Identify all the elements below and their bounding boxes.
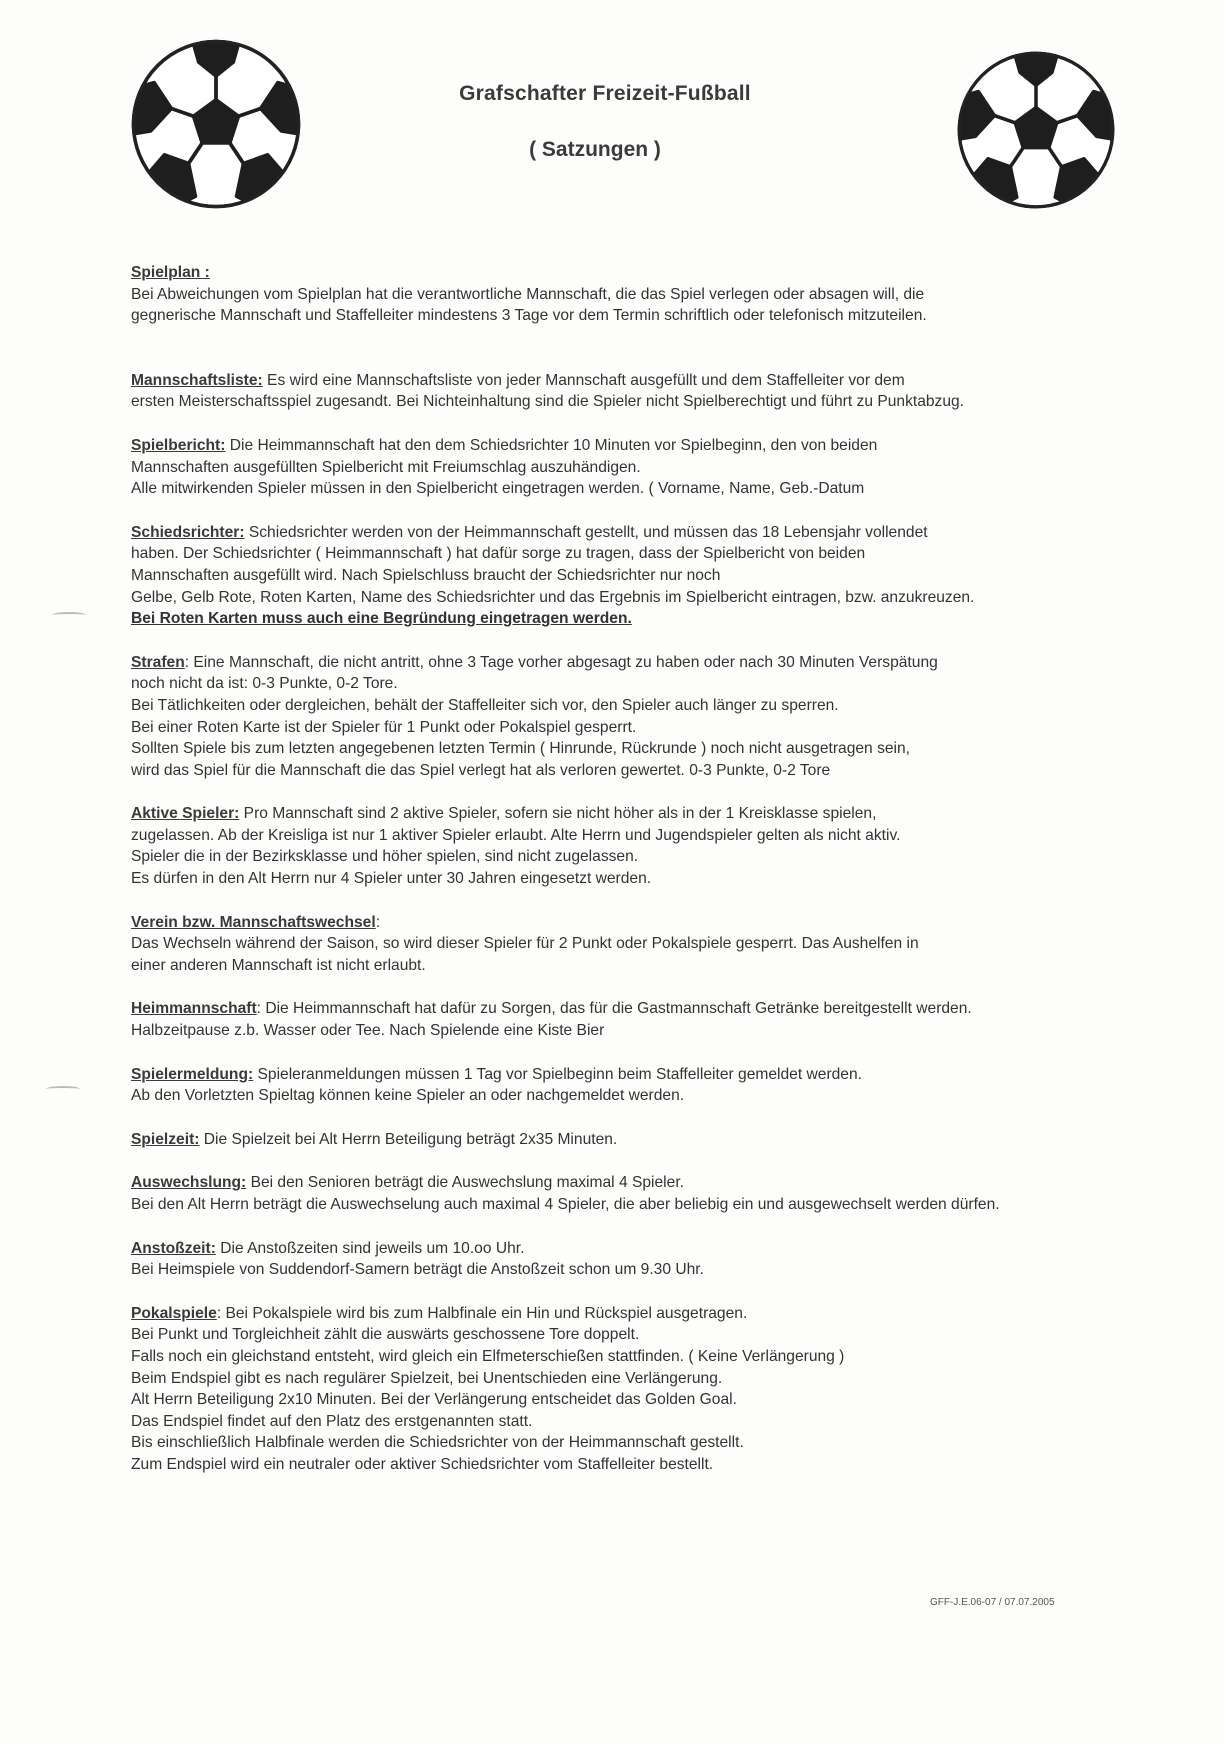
text-line: Bei den Senioren beträgt die Auswechslung maximal 4 Spieler. bbox=[246, 1174, 684, 1192]
section-heading: Mannschaftsliste: bbox=[131, 371, 263, 389]
text-line: Bei einer Roten Karte ist der Spieler für 1 Punkt oder Pokalspiel gesperrt. bbox=[131, 718, 637, 736]
text-line: einer anderen Mannschaft ist nicht erlaubt. bbox=[131, 956, 426, 974]
soccer-ball-icon bbox=[130, 38, 302, 210]
section-pokalspiele bbox=[131, 1303, 1181, 1476]
section-spielzeit bbox=[131, 1129, 1181, 1151]
text-line: Alt Herrn Beteiligung 2x10 Minuten. Bei der Verlängerung entscheidet das Golden Goal. bbox=[131, 1391, 737, 1409]
section-auswechslung bbox=[131, 1172, 1181, 1215]
scan-artifact bbox=[46, 1086, 80, 1092]
text-line: Beim Endspiel gibt es nach regulärer Spielzeit, bei Unentschieden eine Verlängerung. bbox=[131, 1369, 723, 1387]
section-heading: Spielbericht: bbox=[131, 436, 226, 454]
section-spielplan bbox=[131, 262, 1181, 327]
text-line: noch nicht da ist: 0-3 Punkte, 0-2 Tore. bbox=[131, 675, 398, 693]
document-body bbox=[131, 262, 1181, 1476]
section-vereinswechsel bbox=[131, 912, 1181, 977]
document-subtitle: ( Satzungen ) bbox=[529, 138, 661, 161]
text-line: Alle mitwirkenden Spieler müssen in den Spielbericht eingetragen werden. ( Vorname, Name, Geb.-Datum bbox=[131, 480, 865, 498]
section-aktive-spieler bbox=[131, 803, 1181, 889]
text-line: Bei Punkt und Torgleichheit zählt die auswärts geschossene Tore doppelt. bbox=[131, 1326, 640, 1344]
text-line: Bei Abweichungen vom Spielplan hat die verantwortliche Mannschaft, die das Spiel verlegen oder absagen will, die bbox=[131, 285, 925, 303]
text-line: Das Wechseln während der Saison, so wird dieser Spieler für 2 Punkt oder Pokalspiele gesperrt. Das Aushelfen in bbox=[131, 935, 919, 953]
text-line: : Die Heimmannschaft hat dafür zu Sorgen, das für die Gastmannschaft Getränke bereitgestellt werden. bbox=[256, 1000, 972, 1018]
document-title: Grafschafter Freizeit-Fußball bbox=[459, 82, 751, 105]
section-heading: Spielermeldung: bbox=[131, 1065, 254, 1083]
text-line: Bis einschließlich Halbfinale werden die Schiedsrichter von der Heimmannschaft gestellt. bbox=[131, 1434, 744, 1452]
text-line: Spieler die in der Bezirksklasse und höher spielen, sind nicht zugelassen. bbox=[131, 848, 639, 866]
text-line: Falls noch ein gleichstand entsteht, wird gleich ein Elfmeterschießen stattfinden. ( Keine Verlängerung ) bbox=[131, 1347, 845, 1365]
text-line: Spieleranmeldungen müssen 1 Tag vor Spielbeginn beim Staffelleiter gemeldet werden. bbox=[253, 1065, 862, 1083]
soccer-ball-icon bbox=[956, 50, 1116, 210]
text-line: Bei den Alt Herrn beträgt die Auswechselung auch maximal 4 Spieler, die aber beliebig ein und ausgewechselt werden dürfen. bbox=[131, 1196, 1000, 1213]
text-line: Mannschaften ausgefüllten Spielbericht mit Freiumschlag auszuhändigen. bbox=[131, 458, 641, 476]
section-mannschaftsliste bbox=[131, 370, 1181, 413]
section-anstosszeit bbox=[131, 1238, 1181, 1281]
text-line: Die Heimmannschaft hat den dem Schiedsrichter 10 Minuten vor Spielbeginn, den von beiden bbox=[225, 436, 878, 454]
text-line: gegnerische Mannschaft und Staffelleiter mindestens 3 Tage vor dem Termin schriftlich oder telefonisch mitzuteilen. bbox=[131, 307, 927, 325]
text-line: zugelassen. Ab der Kreisliga ist nur 1 aktiver Spieler erlaubt. Alte Herrn und Jugendspieler gelten als nicht aktiv. bbox=[131, 826, 901, 844]
text-line: Bei Tätlichkeiten oder dergleichen, behält der Staffelleiter sich vor, den Spieler auch länger zu sperren. bbox=[131, 696, 839, 714]
section-heading: Auswechslung: bbox=[131, 1174, 247, 1192]
text-line: Zum Endspiel wird ein neutraler oder aktiver Schiedsrichter vom Staffelleiter bestellt. bbox=[131, 1455, 714, 1473]
section-heading: Spielzeit: bbox=[131, 1130, 200, 1148]
emphasis-text: Bei Roten Karten muss auch eine Begründung eingetragen werden. bbox=[131, 610, 632, 628]
text-line: Ab den Vorletzten Spieltag können keine Spieler an oder nachgemeldet werden. bbox=[131, 1087, 685, 1105]
text-line: Es dürfen in den Alt Herrn nur 4 Spieler unter 30 Jahren eingesetzt werden. bbox=[131, 870, 652, 888]
text-line: Es wird eine Mannschaftsliste von jeder Mannschaft ausgefüllt und dem Staffelleiter vor dem bbox=[262, 371, 905, 389]
text-line: : Eine Mannschaft, die nicht antritt, ohne 3 Tage vorher abgesagt zu haben oder nach 30 Minuten Verspätung bbox=[184, 653, 938, 671]
text-line: Mannschaften ausgefüllt wird. Nach Spielschluss braucht der Schiedsrichter nur noch bbox=[131, 566, 721, 584]
section-heading: Pokalspiele bbox=[131, 1304, 217, 1322]
section-heading: Heimmannschaft bbox=[131, 1000, 257, 1018]
text-line: Die Anstoßzeiten sind jeweils um 10.oo Uhr. bbox=[215, 1239, 525, 1257]
section-strafen bbox=[131, 652, 1181, 782]
text-line: Sollten Spiele bis zum letzten angegebenen letzten Termin ( Hinrunde, Rückrunde ) noch nicht ausgetragen sein, bbox=[131, 740, 911, 758]
text-line: Bei Heimspiele von Suddendorf-Samern beträgt die Anstoßzeit schon um 9.30 Uhr. bbox=[131, 1261, 704, 1279]
section-heading: Aktive Spieler: bbox=[131, 805, 240, 823]
text-line: ersten Meisterschaftsspiel zugesandt. Bei Nichteinhaltung sind die Spieler nicht Spielberechtigt und führt zu Punktabzug. bbox=[131, 393, 965, 411]
document-code: GFF-J.E.06-07 / 07.07.2005 bbox=[930, 1597, 1055, 1608]
section-heimmannschaft bbox=[131, 998, 1181, 1041]
text-line: Das Endspiel findet auf den Platz des erstgenannten statt. bbox=[131, 1412, 533, 1430]
text-line: Schiedsrichter werden von der Heimmannschaft gestellt, und müssen das 18 Lebensjahr vollendet bbox=[244, 523, 928, 541]
text-line: haben. Der Schiedsrichter ( Heimmannschaft ) hat dafür sorge zu tragen, dass der Spielbericht von beiden bbox=[131, 545, 866, 563]
section-schiedsrichter bbox=[131, 522, 1181, 630]
text-line: : Bei Pokalspiele wird bis zum Halbfinale ein Hin und Rückspiel ausgetragen. bbox=[216, 1304, 748, 1322]
section-spielbericht bbox=[131, 435, 1181, 500]
section-spielermeldung bbox=[131, 1064, 1181, 1107]
scan-artifact bbox=[52, 612, 86, 618]
section-heading: Schiedsrichter: bbox=[131, 523, 245, 541]
text-line: Gelbe, Gelb Rote, Roten Karten, Name des Schiedsrichter und das Ergebnis im Spielbericht eintragen, bzw. anzukreuzen. bbox=[131, 588, 975, 606]
section-heading: Verein bzw. Mannschaftswechsel bbox=[131, 913, 376, 931]
section-heading: Strafen bbox=[131, 653, 185, 671]
text-line: Halbzeitpause z.b. Wasser oder Tee. Nach Spielende eine Kiste Bier bbox=[131, 1022, 605, 1040]
text-line: wird das Spiel für die Mannschaft die das Spiel verlegt hat als verloren gewertet. 0-3 Punkte, 0-2 Tore bbox=[131, 761, 831, 779]
section-heading: Spielplan : bbox=[131, 264, 210, 281]
section-heading: Anstoßzeit: bbox=[131, 1239, 216, 1257]
text-line: Pro Mannschaft sind 2 aktive Spieler, sofern sie nicht höher als in der 1 Kreisklasse spielen, bbox=[239, 805, 877, 823]
text-line: Die Spielzeit bei Alt Herrn Beteiligung beträgt 2x35 Minuten. bbox=[199, 1130, 618, 1148]
text-line: : bbox=[375, 913, 381, 931]
